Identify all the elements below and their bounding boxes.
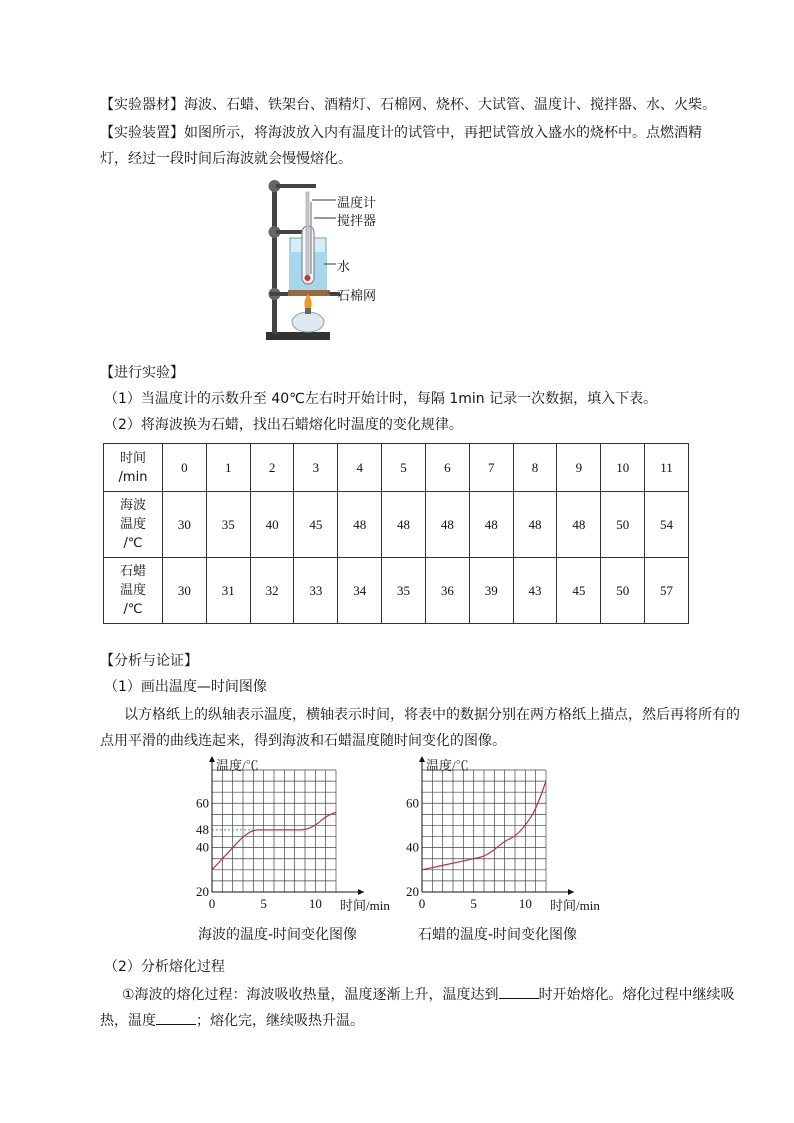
chart-shila-caption: 石蜡的温度-时间变化图像 [418,927,578,943]
y-tick-label: 60 [196,795,209,811]
x-tick-label: 5 [260,896,267,911]
row-header-haibo: 海波 温度 /℃ [104,492,163,558]
analysis-text-line1: 以方格纸上的纵轴表示温度，横轴表示时间，将表中的数据分别在两方格纸上描点，然后再将所有的 [124,707,740,723]
table-row-time: 时间 /min 0 1 2 3 4 5 6 7 8 9 10 11 [104,444,689,492]
label-stirrer: 搅拌器 [337,214,377,229]
x-axis-label: 时间/min [550,898,600,913]
x-axis-arrow [358,889,364,895]
x-axis-label: 时间/min [340,898,390,913]
y-axis-label: 温度/℃ [426,758,469,773]
y-axis-arrow [209,756,215,762]
y-tick-label: 60 [406,795,419,811]
x-tick-label: 10 [308,896,322,911]
answer-blank-1[interactable] [499,982,539,999]
y-tick-label: 20 [196,884,209,899]
x-tick-label: 10 [518,896,532,911]
apparatus-paragraph-line2: 灯，经过一段时间后海波就会慢慢熔化。 [100,151,352,167]
apparatus-paragraph-line1: 【实验装置】如图所示，将海波放入内有温度计的试管中，再把试管放入盛水的烧杯中。点燃酒精 [100,125,702,141]
materials-paragraph: 【实验器材】海波、石蜡、铁架台、酒精灯、石棉网、烧杯、大试管、温度计、搅拌器、水、火柴。 [100,97,716,113]
x-tick-label: 5 [470,896,477,911]
melt-line2: 热，温度 ；熔化完，继续吸热升温。 [100,1008,700,1034]
row-header-time: 时间 /min [104,444,163,492]
label-water: 水 [337,260,351,275]
step1-text: （1）当温度计的示数升至 40℃左右时开始计时，每隔 1min 记录一次数据，填入下表。 [104,391,658,407]
x-axis-arrow [568,889,574,895]
section-experiment-heading: 【进行实验】 [100,365,184,381]
y-tick-label: 20 [406,884,419,899]
x-tick-label: 0 [418,896,426,911]
table-row-haibo: 海波 温度 /℃ 30 35 40 45 48 48 48 48 48 48 50 54 [104,492,689,558]
chart-shila [396,756,616,916]
data-table [103,443,689,624]
table-row-shila: 石蜡 温度 /℃ 30 31 32 33 34 35 36 39 43 45 50 57 [104,558,689,624]
y-tick-label: 40 [406,839,419,855]
stand-rod [272,182,277,334]
label-gauze: 石棉网 [337,289,377,304]
analysis2-text: （2）分析熔化过程 [104,959,225,975]
analysis-text-line2: 点用平滑的曲线连起来，得到海波和石蜡温度随时间变化的图像。 [100,733,506,749]
answer-blank-2[interactable] [156,1008,196,1025]
analysis1-text: （1）画出温度—时间图像 [104,679,267,695]
row-header-shila: 石蜡 温度 /℃ [104,558,163,624]
chart-haibo-caption: 海波的温度-时间变化图像 [198,927,358,943]
x-tick-label: 0 [208,896,216,911]
y-axis-arrow [419,756,425,762]
y-tick-label: 48 [196,821,209,837]
chart-haibo [186,756,406,916]
y-axis-label: 温度/℃ [216,758,259,773]
label-thermometer: 温度计 [337,196,377,211]
section-analysis-heading: 【分析与论证】 [100,653,198,669]
y-tick-label: 40 [196,839,209,855]
melt-line1: ①海波的熔化过程：海波吸收热量，温度逐渐上升，温度达到 时开始熔化。熔化过程中继续吸 [122,982,722,1008]
step2-text: （2）将海波换为石蜡，找出石蜡熔化时温度的变化规律。 [104,417,463,433]
